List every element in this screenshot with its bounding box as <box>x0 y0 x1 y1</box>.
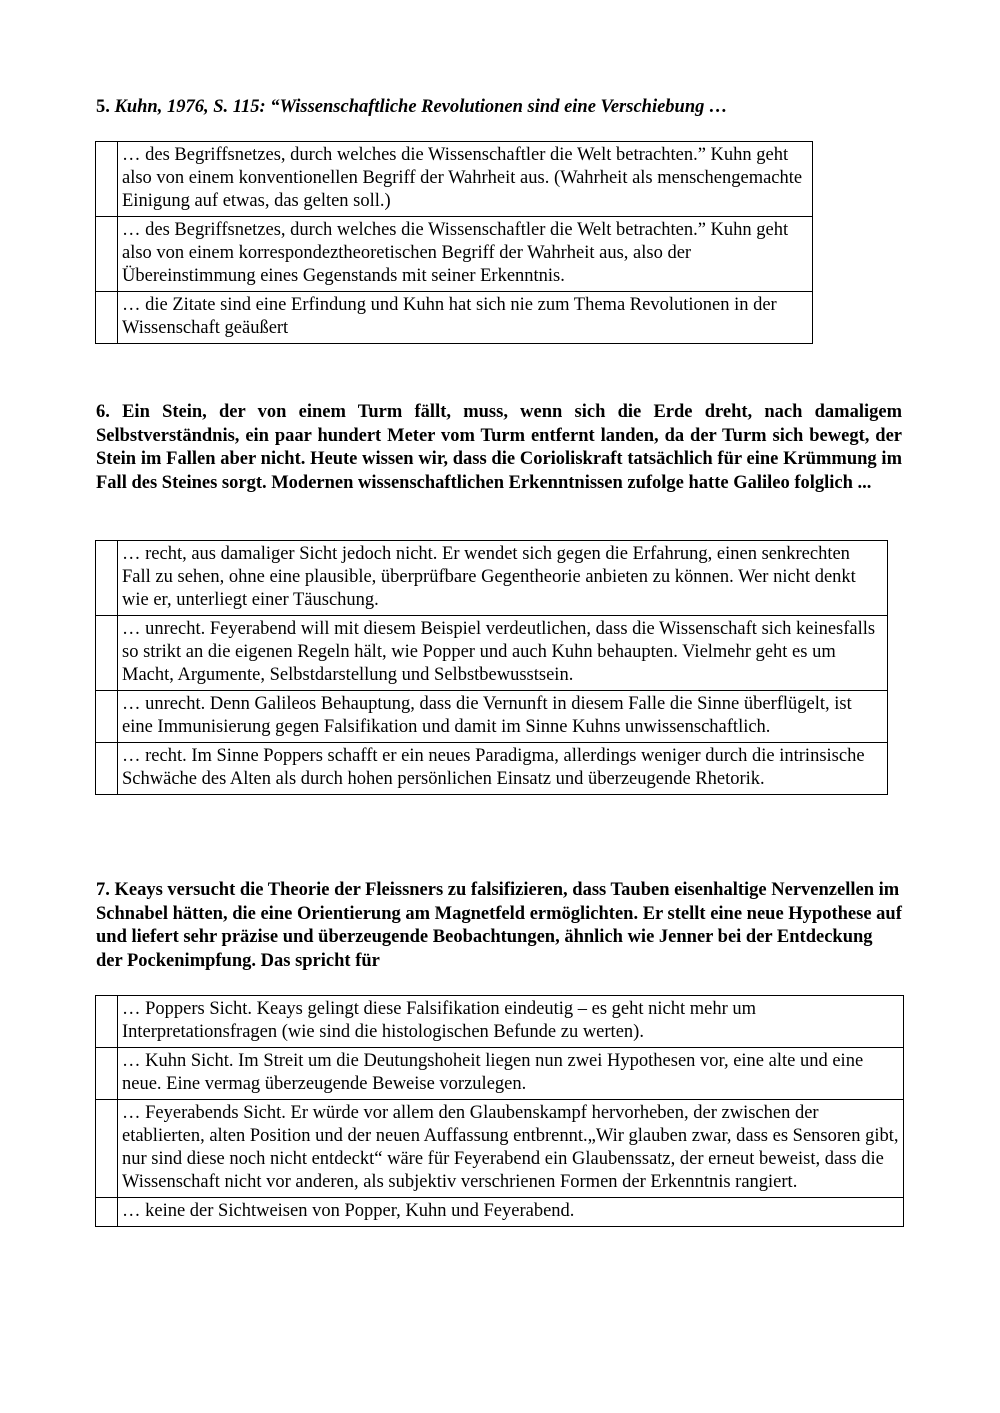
question-5-text: Kuhn, 1976, S. 115: “Wissenschaftliche Revolutionen sind eine Verschiebung … <box>114 97 728 117</box>
answer-checkbox[interactable] <box>96 1198 118 1227</box>
option-row <box>96 541 888 616</box>
option-text: … Poppers Sicht. Keays gelingt diese Falsifikation eindeutig – es geht nicht mehr um Interpretationsfragen (wie sind die histologischen Befunde zu werten). <box>118 996 904 1048</box>
answer-checkbox[interactable] <box>96 292 118 344</box>
option-row <box>96 1198 904 1227</box>
question-5-number: 5. <box>96 97 110 117</box>
option-text: … keine der Sichtweisen von Popper, Kuhn und Feyerabend. <box>118 1198 904 1227</box>
option-row <box>96 691 888 743</box>
question-5-title <box>96 96 916 120</box>
option-text: … die Zitate sind eine Erfindung und Kuhn hat sich nie zum Thema Revolutionen in der Wissenschaft geäußert <box>118 292 813 344</box>
option-text: … recht. Im Sinne Poppers schafft er ein neues Paradigma, allerdings weniger durch die intrinsische Schwäche des Alten als durch hohen persönlichen Einsatz und überzeugende Rhetorik. <box>118 743 888 795</box>
answer-checkbox[interactable] <box>96 996 118 1048</box>
answer-checkbox[interactable] <box>96 616 118 691</box>
option-text: … Feyerabends Sicht. Er würde vor allem den Glaubenskampf hervorheben, der zwischen der etablierten, alten Position und der neuen Auffassung entbrennt.„Wir glauben zwar, dass es Sensoren gibt, nur sind diese noch nicht entdeckt“ wäre für Feyerabend ein Glaubenssatz, der erneut beweist, dass die Wissenschaft nicht vor anderen, als subjektiv verschrienen Formen der Erkenntnis rangiert. <box>118 1100 904 1198</box>
question-6-title: 6. Ein Stein, der von einem Turm fällt, muss, wenn sich die Erde dreht, nach damaligem Selbstverständnis, ein paar hundert Meter vom Turm entfernt landen, da der Turm sich bewegt, der Stein im Fallen aber nicht. Heute wissen wir, dass die Corioliskraft tatsächlich für eine Krümmung im Fall des Steines sorgt. Modernen wissenschaftlichen Erkenntnissen zufolge hatte Galileo folglich ... <box>96 402 902 493</box>
option-text: … des Begriffsnetzes, durch welches die Wissenschaftler die Welt betrachten.” Kuhn geht also von einem korrespondeztheoretischen Begriff der Wahrheit aus, also der Übereinstimmung eines Gegenstands mit seiner Erkenntnis. <box>118 217 813 292</box>
option-text: … des Begriffsnetzes, durch welches die Wissenschaftler die Welt betrachten.” Kuhn geht also von einem konventionellen Begriff der Wahrheit aus. (Wahrheit als menschengemachte Einigung auf etwas, das gelten soll.) <box>118 142 813 217</box>
answer-checkbox[interactable] <box>96 1100 118 1198</box>
option-row <box>96 142 813 217</box>
option-text: … unrecht. Denn Galileos Behauptung, dass die Vernunft in diesem Falle die Sinne überflügelt, ist eine Immunisierung gegen Falsifikation und damit im Sinne Kuhns unwissenschaftlich. <box>118 691 888 743</box>
answer-checkbox[interactable] <box>96 743 118 795</box>
option-text: … unrecht. Feyerabend will mit diesem Beispiel verdeutlichen, dass die Wissenschaft sich keinesfalls so strikt an die eigenen Regeln hält, wie Popper und auch Kuhn behaupten. Vielmehr geht es um Macht, Argumente, Selbstdarstellung und Selbstbewusstsein. <box>118 616 888 691</box>
question-5-options <box>95 141 813 344</box>
option-row <box>96 292 813 344</box>
option-row <box>96 996 904 1048</box>
option-text: … recht, aus damaliger Sicht jedoch nicht. Er wendet sich gegen die Erfahrung, einen senkrechten Fall zu sehen, ohne eine plausible, überprüfbare Gegentheorie anbieten zu können. Wer nicht denkt wie er, unterliegt einer Täuschung. <box>118 541 888 616</box>
option-text: … Kuhn Sicht. Im Streit um die Deutungshoheit liegen nun zwei Hypothesen vor, eine alte und eine neue. Eine vermag überzeugende Beweise vorzulegen. <box>118 1048 904 1100</box>
question-6-options <box>95 540 888 795</box>
option-row <box>96 1100 904 1198</box>
option-row <box>96 217 813 292</box>
answer-checkbox[interactable] <box>96 541 118 616</box>
answer-checkbox[interactable] <box>96 691 118 743</box>
answer-checkbox[interactable] <box>96 1048 118 1100</box>
question-7-options <box>95 995 904 1227</box>
option-row <box>96 743 888 795</box>
option-row <box>96 1048 904 1100</box>
answer-checkbox[interactable] <box>96 142 118 217</box>
option-row <box>96 616 888 691</box>
answer-checkbox[interactable] <box>96 217 118 292</box>
question-7-title: 7. Keays versucht die Theorie der Fleissners zu falsifizieren, dass Tauben eisenhaltige Nervenzellen im Schnabel hätten, die eine Orientierung am Magnetfeld ermöglichten. Er stellt eine neue Hypothese auf und liefert sehr präzise und überzeugende Beobachtungen, ähnlich wie Jenner bei der Entdeckung der Pockenimpfung. Das spricht für <box>96 880 902 971</box>
